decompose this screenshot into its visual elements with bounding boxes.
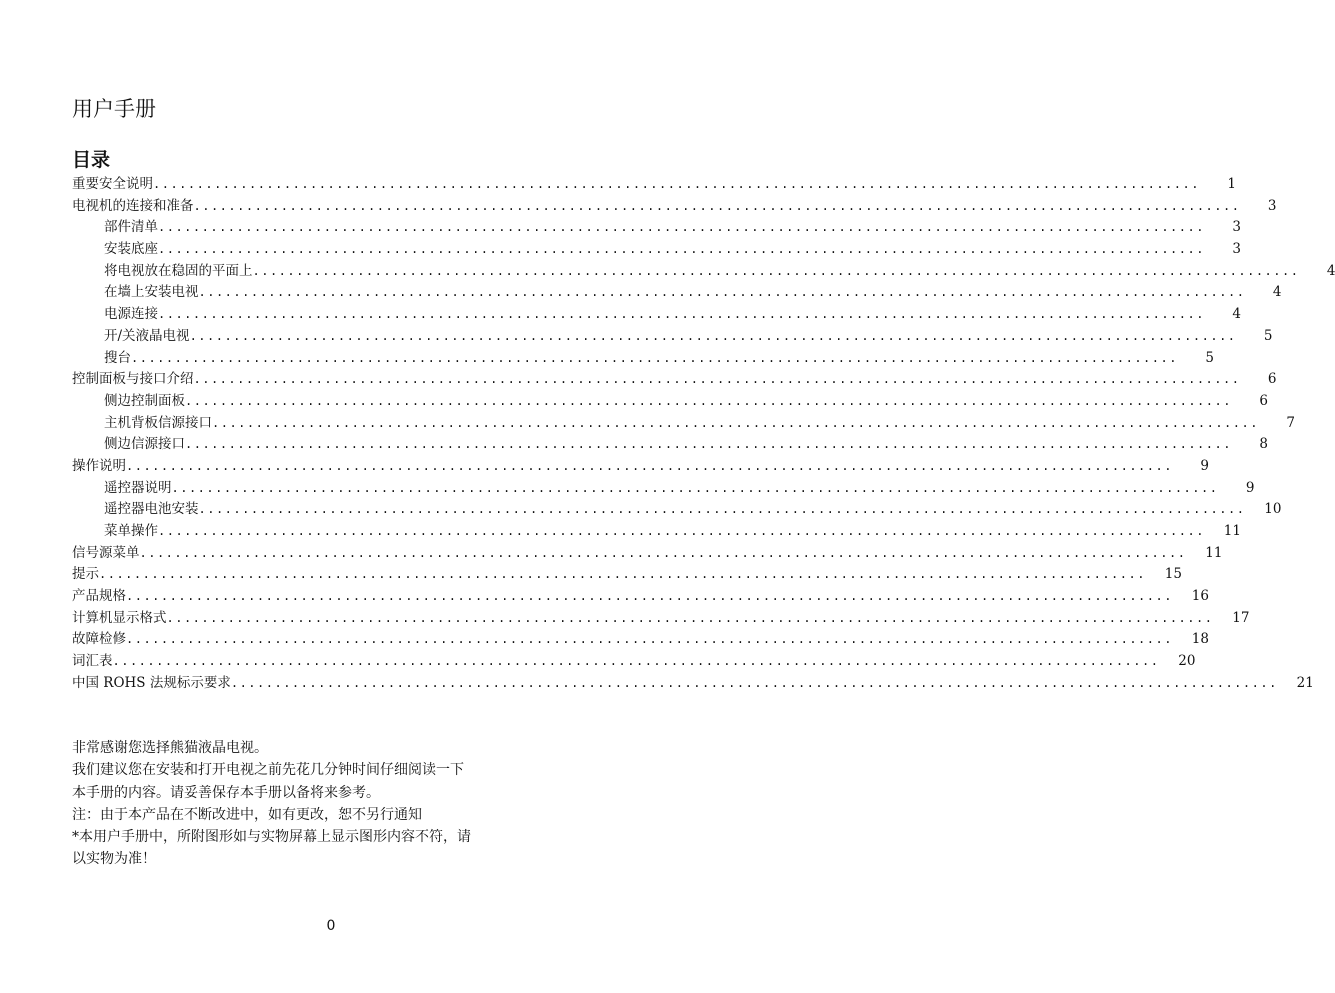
- toc-entry: [72, 456, 1209, 478]
- toc-entry-title: 产品规格: [72, 588, 126, 605]
- toc-entry-title: 侧边控制面板: [104, 392, 185, 409]
- toc-entry-page: 15: [1164, 566, 1182, 583]
- toc-entry-page: 5: [1205, 349, 1214, 366]
- toc-entry-page: 18: [1191, 631, 1209, 648]
- toc-entry-page: 3: [1232, 241, 1241, 258]
- toc-entry-page: 4: [1232, 306, 1241, 323]
- toc-entry: [72, 564, 1182, 586]
- toc-dot-leader: ........................................................................................................................: [126, 632, 1173, 647]
- toc-entry: [72, 304, 1241, 326]
- toc-entry-title: 遥控器电池安装: [104, 501, 199, 518]
- manual-title: 用户手册: [72, 97, 156, 121]
- toc-dot-leader: ........................................................................................................................: [158, 220, 1205, 235]
- toc-dot-leader: ........................................................................................................................: [112, 654, 1160, 669]
- toc-heading: 目录: [72, 149, 111, 171]
- toc-entry: [72, 499, 1282, 521]
- toc-entry-page: 11: [1223, 523, 1241, 539]
- toc-entry-title: 搜台: [104, 349, 131, 366]
- toc-entry-page: 4: [1326, 262, 1335, 279]
- toc-dot-leader: ........................................................................................................................: [185, 437, 1232, 452]
- toc-dot-leader: ........................................................................................................................: [198, 502, 1246, 517]
- note-line: 以实物为准！: [72, 851, 156, 868]
- toc-entry-page: 6: [1259, 392, 1268, 409]
- toc-entry: [72, 543, 1223, 565]
- toc-entry: [72, 217, 1241, 239]
- toc-dot-leader: ........................................................................................................................: [212, 415, 1259, 430]
- toc-entry-title: 控制面板与接口介绍: [72, 371, 194, 388]
- toc-entry-title: 菜单操作: [104, 523, 158, 539]
- toc-entry: [72, 478, 1255, 500]
- toc-entry: [72, 434, 1268, 456]
- toc-entry-page: 9: [1200, 457, 1209, 474]
- toc-entry-title: 电源连接: [104, 306, 158, 323]
- toc-dot-leader: ........................................................................................................................: [158, 524, 1205, 538]
- toc-entry: [72, 196, 1277, 218]
- toc-dot-leader: ........................................................................................................................: [158, 307, 1205, 322]
- toc-dot-leader: ........................................................................................................................: [185, 393, 1232, 408]
- toc-entry: [72, 413, 1295, 435]
- toc-entry-page: 8: [1259, 436, 1268, 453]
- toc-entry: [72, 651, 1196, 673]
- toc-dot-leader: ........................................................................................................................: [126, 589, 1173, 604]
- toc-entry: [72, 521, 1241, 543]
- toc-entry: [72, 282, 1282, 304]
- toc-entry-title: 侧边信源接口: [104, 436, 185, 453]
- toc-entry-title: 在墙上安装电视: [104, 284, 199, 301]
- toc-entry: [72, 608, 1250, 630]
- toc-dot-leader: ........................................................................................................................: [131, 350, 1178, 365]
- toc-entry: [72, 369, 1277, 391]
- toc-dot-leader: ........................................................................................................................: [139, 545, 1187, 560]
- toc-entry-title: 操作说明: [72, 457, 126, 474]
- toc-entry: [72, 391, 1268, 413]
- note-line: 本手册的内容。请妥善保存本手册以备将来参考。: [72, 784, 380, 801]
- toc-entry-title: 安装底座: [104, 241, 158, 258]
- toc-entry-page: 21: [1296, 674, 1314, 691]
- toc-entry: [72, 174, 1236, 196]
- toc-dot-leader: ........................................................................................................................: [193, 198, 1241, 213]
- note-line: 非常感谢您选择熊猫液晶电视。: [72, 740, 268, 756]
- toc-dot-leader: ........................................................................................................................: [158, 242, 1205, 257]
- toc-entry-page: 7: [1286, 414, 1295, 431]
- toc-entry-page: 5: [1263, 327, 1273, 344]
- toc-entry-page: 9: [1245, 479, 1255, 496]
- toc-entry-title: 重要安全说明: [72, 176, 153, 192]
- toc-dot-leader: ........................................................................................................................: [230, 675, 1278, 690]
- toc-entry-page: 20: [1178, 653, 1196, 670]
- table-of-contents: [72, 174, 1335, 695]
- note-line: 我们建议您在安装和打开电视之前先花几分钟时间仔细阅读一下: [72, 762, 464, 779]
- toc-entry: [72, 629, 1209, 651]
- toc-entry: [72, 261, 1335, 283]
- page-number: 0: [326, 918, 336, 934]
- toc-entry-page: 3: [1232, 219, 1241, 236]
- toc-dot-leader: ........................................................................................................................: [252, 263, 1300, 278]
- toc-entry-page: 16: [1191, 588, 1209, 605]
- toc-entry: [72, 673, 1314, 695]
- toc-entry-page: 3: [1267, 197, 1277, 214]
- toc-entry: [72, 348, 1214, 370]
- toc-dot-leader: ........................................................................................................................: [153, 177, 1200, 191]
- toc-entry-page: 4: [1272, 284, 1282, 301]
- toc-dot-leader: ........................................................................................................................: [193, 372, 1241, 387]
- toc-entry-title: 主机背板信源接口: [104, 414, 212, 431]
- toc-entry-page: 1: [1227, 176, 1236, 192]
- toc-entry: [72, 239, 1241, 261]
- note-line: *本用户手册中，所附图形如与实物屏幕上显示图形内容不符，请: [72, 829, 471, 846]
- toc-dot-leader: ........................................................................................................................: [198, 285, 1246, 300]
- toc-entry-title: 计算机显示格式: [72, 609, 167, 626]
- intro-notes: [72, 737, 542, 871]
- toc-entry: [72, 586, 1209, 608]
- toc-entry-title: 信号源菜单: [72, 544, 140, 561]
- toc-entry-page: 17: [1232, 609, 1250, 626]
- toc-entry-title: 故障检修: [72, 631, 126, 648]
- toc-entry: [72, 326, 1273, 348]
- toc-entry-title: 遥控器说明: [104, 479, 172, 496]
- toc-entry-title: 词汇表: [72, 653, 113, 670]
- toc-entry-title: 将电视放在稳固的平面上: [104, 262, 253, 279]
- toc-entry-page: 11: [1205, 544, 1223, 561]
- toc-dot-leader: ........................................................................................................................: [126, 458, 1173, 473]
- toc-entry-title: 提示: [72, 566, 99, 583]
- toc-entry-page: 10: [1264, 501, 1282, 518]
- toc-entry-title: 开/关液晶电视: [104, 327, 190, 344]
- toc-dot-leader: ........................................................................................................................: [189, 328, 1237, 343]
- note-line: 注：由于本产品在不断改进中，如有更改，恕不另行通知: [72, 806, 422, 823]
- toc-dot-leader: ........................................................................................................................: [99, 567, 1146, 582]
- toc-entry-title: 中国 ROHS 法规标示要求: [72, 674, 231, 691]
- toc-entry-title: 电视机的连接和准备: [72, 197, 194, 214]
- toc-entry-title: 部件清单: [104, 219, 158, 236]
- toc-entry-page: 6: [1267, 371, 1277, 388]
- toc-dot-leader: ........................................................................................................................: [166, 610, 1214, 625]
- toc-dot-leader: ........................................................................................................................: [171, 480, 1219, 495]
